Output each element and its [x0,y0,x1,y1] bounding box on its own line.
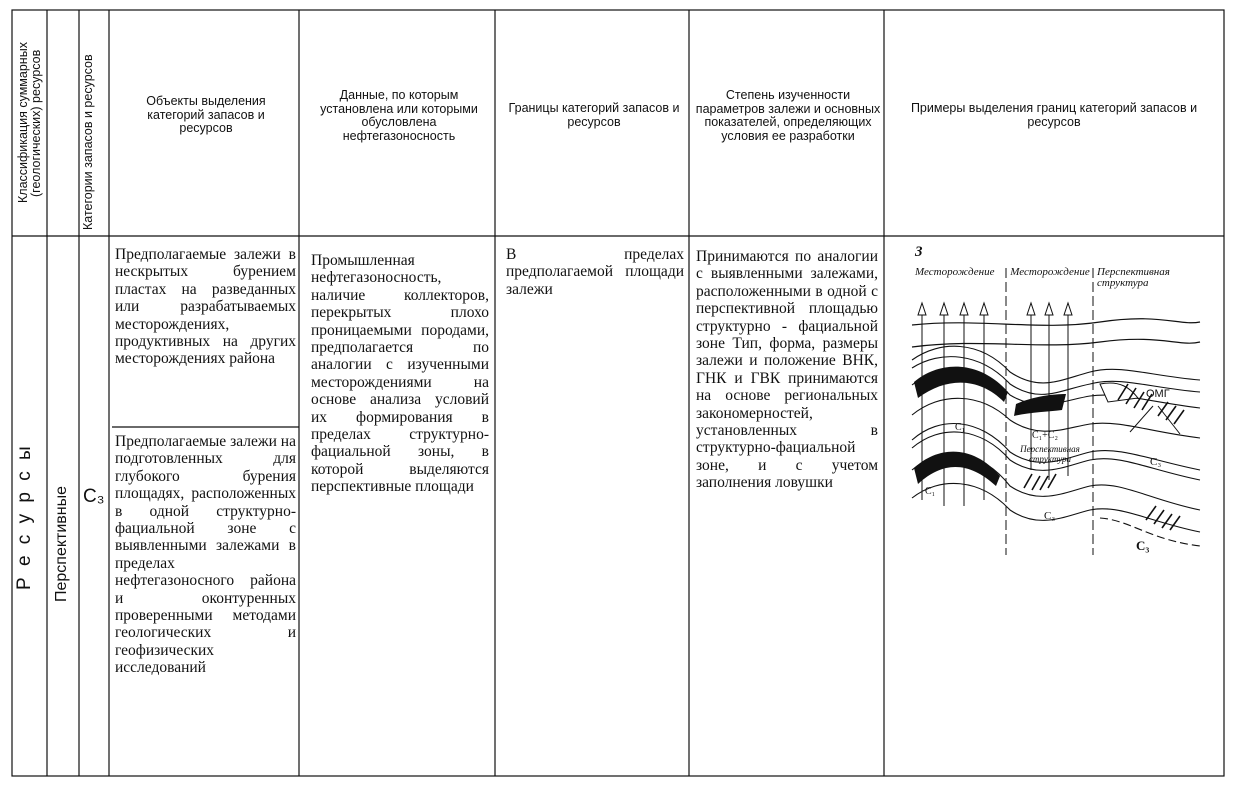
objects-text-1: Предполагаемые залежи в нескрытых бурением пластах на разведанных или разрабатываемых месторождениях, продуктивных на других месторождениях района [115,246,296,368]
prospect-label: Перспективная структура [1097,266,1170,289]
c3-label-a: C₃ [1150,456,1162,468]
prospect-inner-label: Перспективная структура [1020,444,1080,464]
diagram-number: 3 [915,244,923,260]
header-bounds: Границы категорий запасов и ресурсов [508,101,680,129]
header-categories: Категории запасов и ресурсов [81,54,95,230]
c1-label-top: C₁ [955,422,966,433]
header-examples: Примеры выделения границ категорий запасов и ресурсов [910,101,1198,129]
header-classification: Классификация суммарных (геологических) ресурсов [16,42,43,204]
field-label-1: Месторождение [915,266,995,278]
strata-surface [912,319,1200,347]
header-data: Данные, по которым установлена или которыми обусловлена нефтегазоносность [320,88,478,143]
c3-label-c: C₃ [1136,538,1150,553]
subcategory-label: Перспективные [53,485,70,602]
objects-text-2: Предполагаемые залежи на подготовленных для глубокого бурения площадях, расположенных в одной структурно-фациальной зоне с выявленными залежами в пределах нефтегазоносного района и оконтуренных проверенными методами геологических и геофизических исследований [115,433,296,677]
category-label: C₃ [83,486,105,507]
header-objects: Объекты выделения категорий запасов и ресурсов [146,94,266,135]
header-degree: Степень изученности параметров залежи и основных показателей, определяющих условия ее разработки [695,88,881,143]
data-text: Промышленная нефтегазоносность, наличие коллекторов, перекрытых плохо проницаемыми породами, предполагается по аналогии с изученными месторождениями на основе анализа условий их формирования в пределах структурно-фациальной зоны, в которой выделяются перспективные площади [311,252,489,496]
c1c2-label: C₁+C₂ [1032,430,1058,441]
omg-label: ОМГ [1146,388,1170,400]
class-label: Р е с у р с ы [14,443,35,590]
bounds-text: В пределах предполагаемой площади залежи [506,246,684,298]
c1-label-bottom: C₁ [925,486,936,497]
degree-text: Принимаются по аналогии с выявленными залежами, расположенными в одной с перспективной площадью структурно - фациальной зоне Тип, форма, размеры залежи и положение ВНК, ГНК и ГВК принимаются на основе региональных закономерностей, установленных в структурно-фациальной зоне, и с учетом заполнения ловушки [696,248,878,492]
field-label-2: Месторождение [1010,266,1090,278]
c3-label-b: C₃ [1044,510,1056,522]
